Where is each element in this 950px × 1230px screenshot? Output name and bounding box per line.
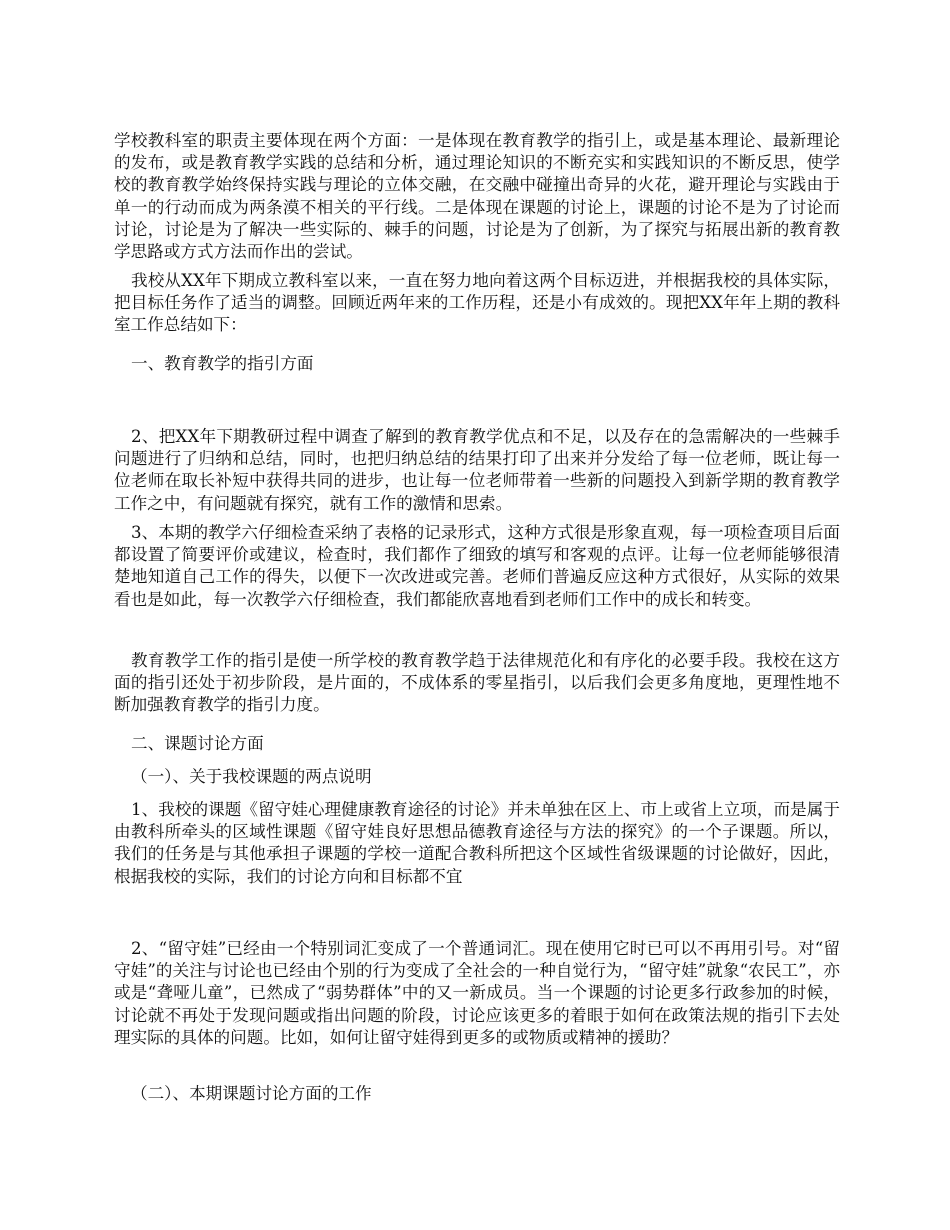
background-paragraph: 我校从XX年下期成立教科室以来，一直在努力地向着这两个目标迈进，并根据我校的具体实际，把目标任务作了适当的调整。回顾近两年来的工作历程，还是小有成效的。现把XX年年上期的教科室工作总结如下： xyxy=(114,271,840,335)
section-heading-guidance: 一、教育教学的指引方面 xyxy=(131,354,314,373)
subsection-heading-explanation: （一）、关于我校课题的两点说明 xyxy=(131,767,372,786)
subsection-heading-work: （二）、本期课题讨论方面的工作 xyxy=(131,1084,372,1103)
research-item-1: 1、我校的课题《留守娃心理健康教育途径的讨论》并未单独在区上、市上或省上立项，而是属于由教科所牵头的区域性课题《留守娃良好思想品德教育途径与方法的探究》的一个子课题。所以，我们的任务是与其他承担子课题的学校一道配合教科所把这个区域性省级课题的讨论做好，因此，根据我校的实际，我们的讨论方向和目标都不宜 xyxy=(114,800,840,886)
guidance-item-3: 3、本期的教学六仔细检查采纳了表格的记录形式，这种方式很是形象直观，每一项检查项目后面都设置了简要评价或建议，检查时，我们都作了细致的填写和客观的点评。让每一位老师能够很清楚地知道自己工作的得失，以便下一次改进或完善。老师们普遍反应这种方式很好，从实际的效果看也是如此，每一次教学六仔细检查，我们都能欣喜地看到老师们工作中的成长和转变。 xyxy=(114,523,840,609)
intro-paragraph: 学校教科室的职责主要体现在两个方面：一是体现在教育教学的指引上，或是基本理论、最新理论的发布，或是教育教学实践的总结和分析，通过理论知识的不断充实和实践知识的不断反思，使学校的教育教学始终保持实践与理论的立体交融，在交融中碰撞出奇异的火花，避开理论与实践由于单一的行动而成为两条漠不相关的平行线。二是体现在课题的讨论上，课题的讨论不是为了讨论而讨论，讨论是为了解决一些实际的、棘手的问题，讨论是为了创新，为了探究与拓展出新的教育教学思路或方式方法而作出的尝试。 xyxy=(114,131,840,262)
guidance-item-2: 2、把XX年下期教研过程中调查了解到的教育教学优点和不足，以及存在的急需解决的一些棘手问题进行了归纳和总结，同时，也把归纳总结的结果打印了出来并分发给了每一位老师，既让每一位老师在取长补短中获得共同的进步，也让每一位老师带着一些新的问题投入到新学期的教育教学工作之中，有问题就有探究，就有工作的激情和思索。 xyxy=(114,427,840,513)
research-item-2: 2、“留守娃”已经由一个特别词汇变成了一个普通词汇。现在使用它时已可以不再用引号。对“留守娃”的关注与讨论也已经由个别的行为变成了全社会的一种自觉行为，“留守娃”就象“农民工”，亦或是“聋哑儿童”，已然成了“弱势群体”中的又一新成员。当一个课题的讨论更多行政参加的时候，讨论就不再处于发现问题或指出问题的阶段，讨论应该更多的着眼于如何在政策法规的指引下去处理实际的具体的问题。比如，如何让留守娃得到更多的或物质或精神的援助？ xyxy=(114,939,840,1047)
section-heading-research: 二、课题讨论方面 xyxy=(131,734,264,753)
guidance-summary-paragraph: 教育教学工作的指引是使一所学校的教育教学趋于法律规范化和有序化的必要手段。我校在这方面的指引还处于初步阶段，是片面的，不成体系的零星指引，以后我们会更多角度地，更理性地不断加强教育教学的指引力度。 xyxy=(114,651,840,715)
